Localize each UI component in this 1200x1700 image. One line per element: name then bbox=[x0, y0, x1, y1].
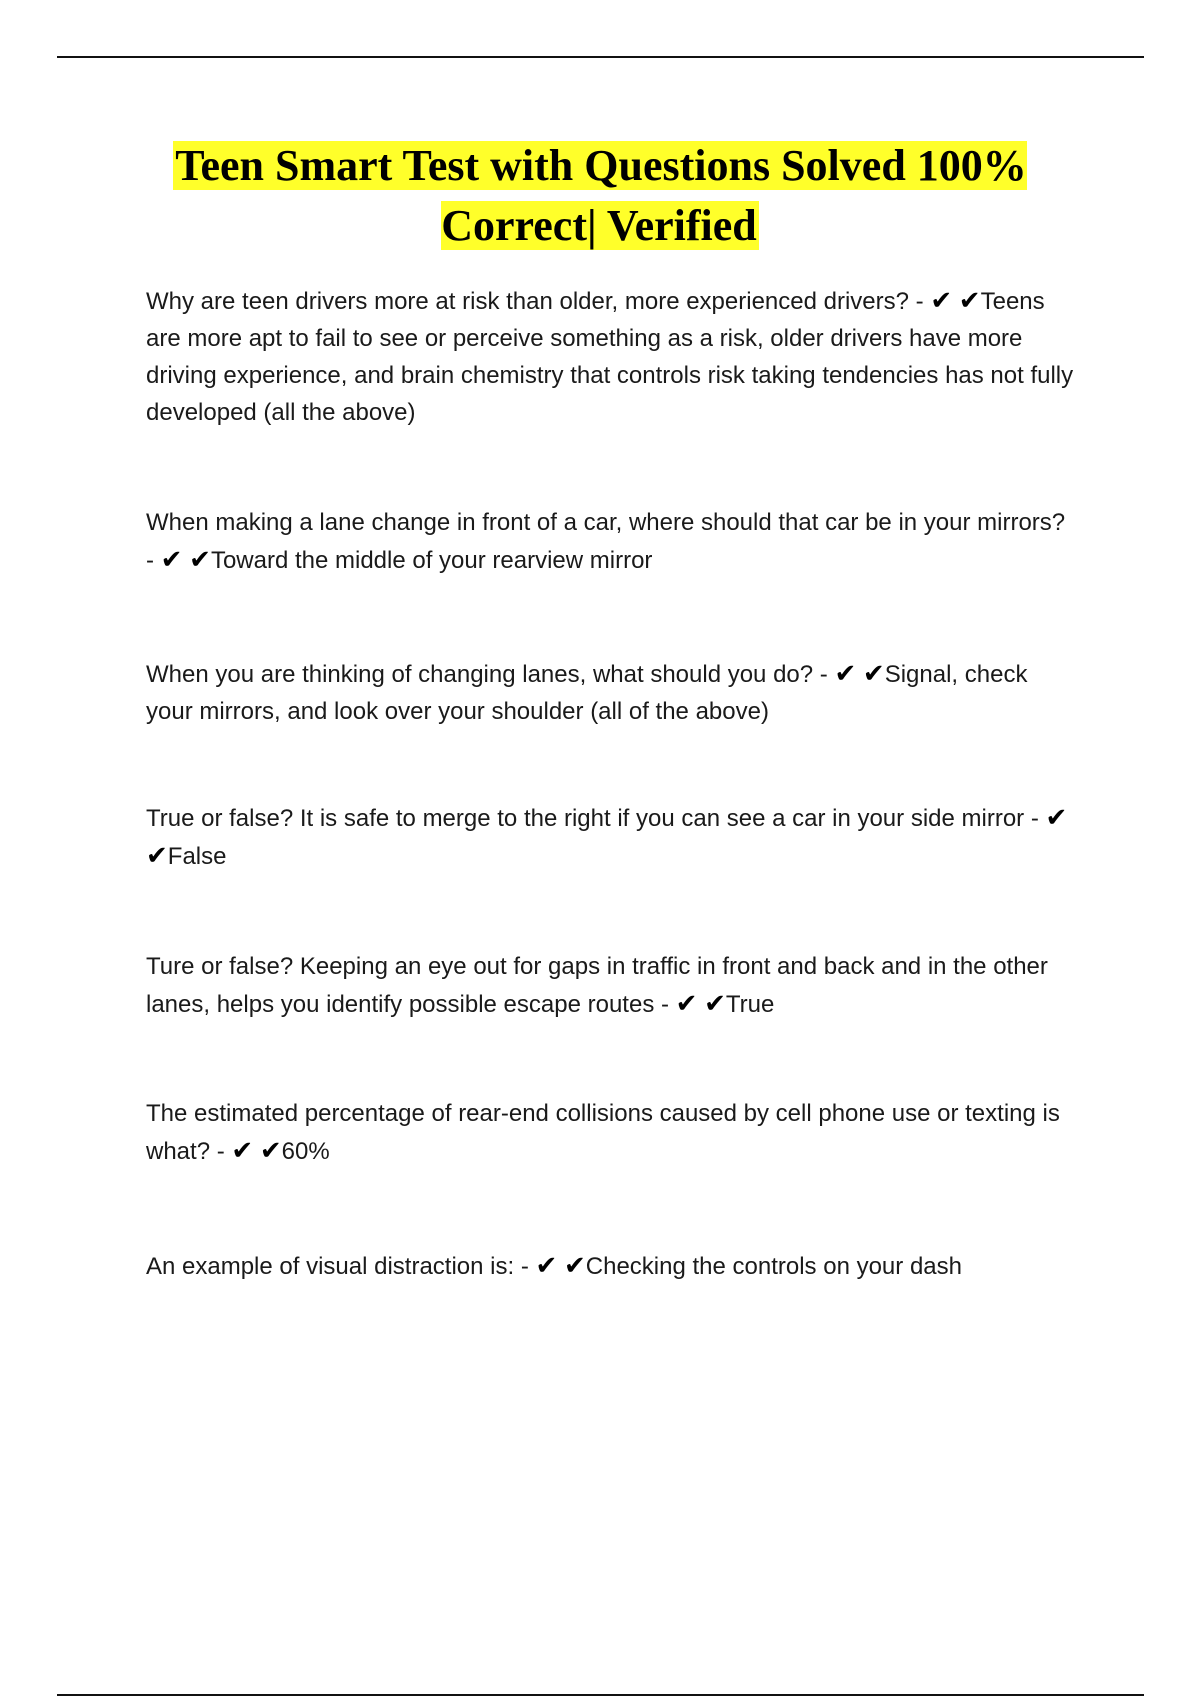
check-icon: ✔ bbox=[189, 544, 211, 574]
answer-text: Signal, check your mirrors, and look over your shoulder (all of the above) bbox=[146, 661, 1028, 725]
question-text: The estimated percentage of rear-end collisions caused by cell phone use or texting is what? bbox=[146, 1100, 1060, 1165]
separator: - bbox=[514, 1253, 536, 1280]
qa-item bbox=[146, 504, 1076, 579]
separator: - bbox=[654, 991, 676, 1018]
qa-item bbox=[146, 1095, 1076, 1170]
qa-item bbox=[146, 282, 1076, 431]
check-icon: ✔ bbox=[563, 1250, 586, 1280]
qa-item bbox=[146, 799, 1076, 875]
question-text: When you are thinking of changing lanes, what should you do? bbox=[146, 661, 814, 688]
answer-text: Teens are more apt to fail to see or perceive something as a risk, older drivers have more driving experience, and brain chemistry that controls risk taking tendencies has not fully developed (all the above) bbox=[146, 288, 1074, 426]
question-text: Why are teen drivers more at risk than older, more experienced drivers? bbox=[146, 288, 909, 315]
separator: - bbox=[813, 661, 835, 688]
check-icon: ✔ bbox=[146, 840, 168, 870]
check-icon: ✔ bbox=[930, 285, 953, 315]
answer-text: Toward the middle of your rearview mirror bbox=[210, 547, 653, 574]
qa-item bbox=[146, 655, 1076, 730]
separator: - bbox=[146, 547, 161, 574]
check-icon: ✔ bbox=[862, 658, 885, 688]
bottom-rule bbox=[57, 1694, 1144, 1696]
check-icon: ✔ bbox=[704, 988, 726, 1018]
check-icon: ✔ bbox=[675, 988, 698, 1018]
answer-text: Checking the controls on your dash bbox=[585, 1253, 962, 1280]
title-highlight: Teen Smart Test with Questions Solved 100% Correct| Verified bbox=[175, 141, 1027, 250]
answer-text: True bbox=[725, 991, 775, 1018]
answer-text: 60% bbox=[281, 1138, 330, 1165]
qa-item bbox=[146, 948, 1076, 1023]
check-icon: ✔ bbox=[958, 285, 981, 315]
question-text: Ture or false? Keeping an eye out for gaps in traffic in front and back and in the other lanes, helps you identify possible escape routes bbox=[146, 953, 1048, 1018]
check-icon: ✔ bbox=[535, 1250, 558, 1280]
answer-text: False bbox=[167, 843, 227, 870]
question-text: True or false? It is safe to merge to the right if you can see a car in your side mirror bbox=[146, 805, 1025, 832]
question-text: An example of visual distraction is: bbox=[146, 1253, 515, 1280]
check-icon: ✔ bbox=[1045, 802, 1068, 832]
check-icon: ✔ bbox=[834, 658, 857, 688]
separator: - bbox=[1024, 805, 1046, 832]
separator: - bbox=[909, 288, 931, 315]
check-icon: ✔ bbox=[259, 1135, 282, 1165]
separator: - bbox=[210, 1138, 232, 1165]
top-rule bbox=[57, 56, 1144, 58]
question-text: When making a lane change in front of a car, where should that car be in your mirrors? bbox=[146, 509, 1066, 536]
check-icon: ✔ bbox=[231, 1135, 254, 1165]
check-icon: ✔ bbox=[160, 544, 183, 574]
document-title bbox=[100, 136, 1100, 256]
qa-item bbox=[146, 1247, 962, 1285]
